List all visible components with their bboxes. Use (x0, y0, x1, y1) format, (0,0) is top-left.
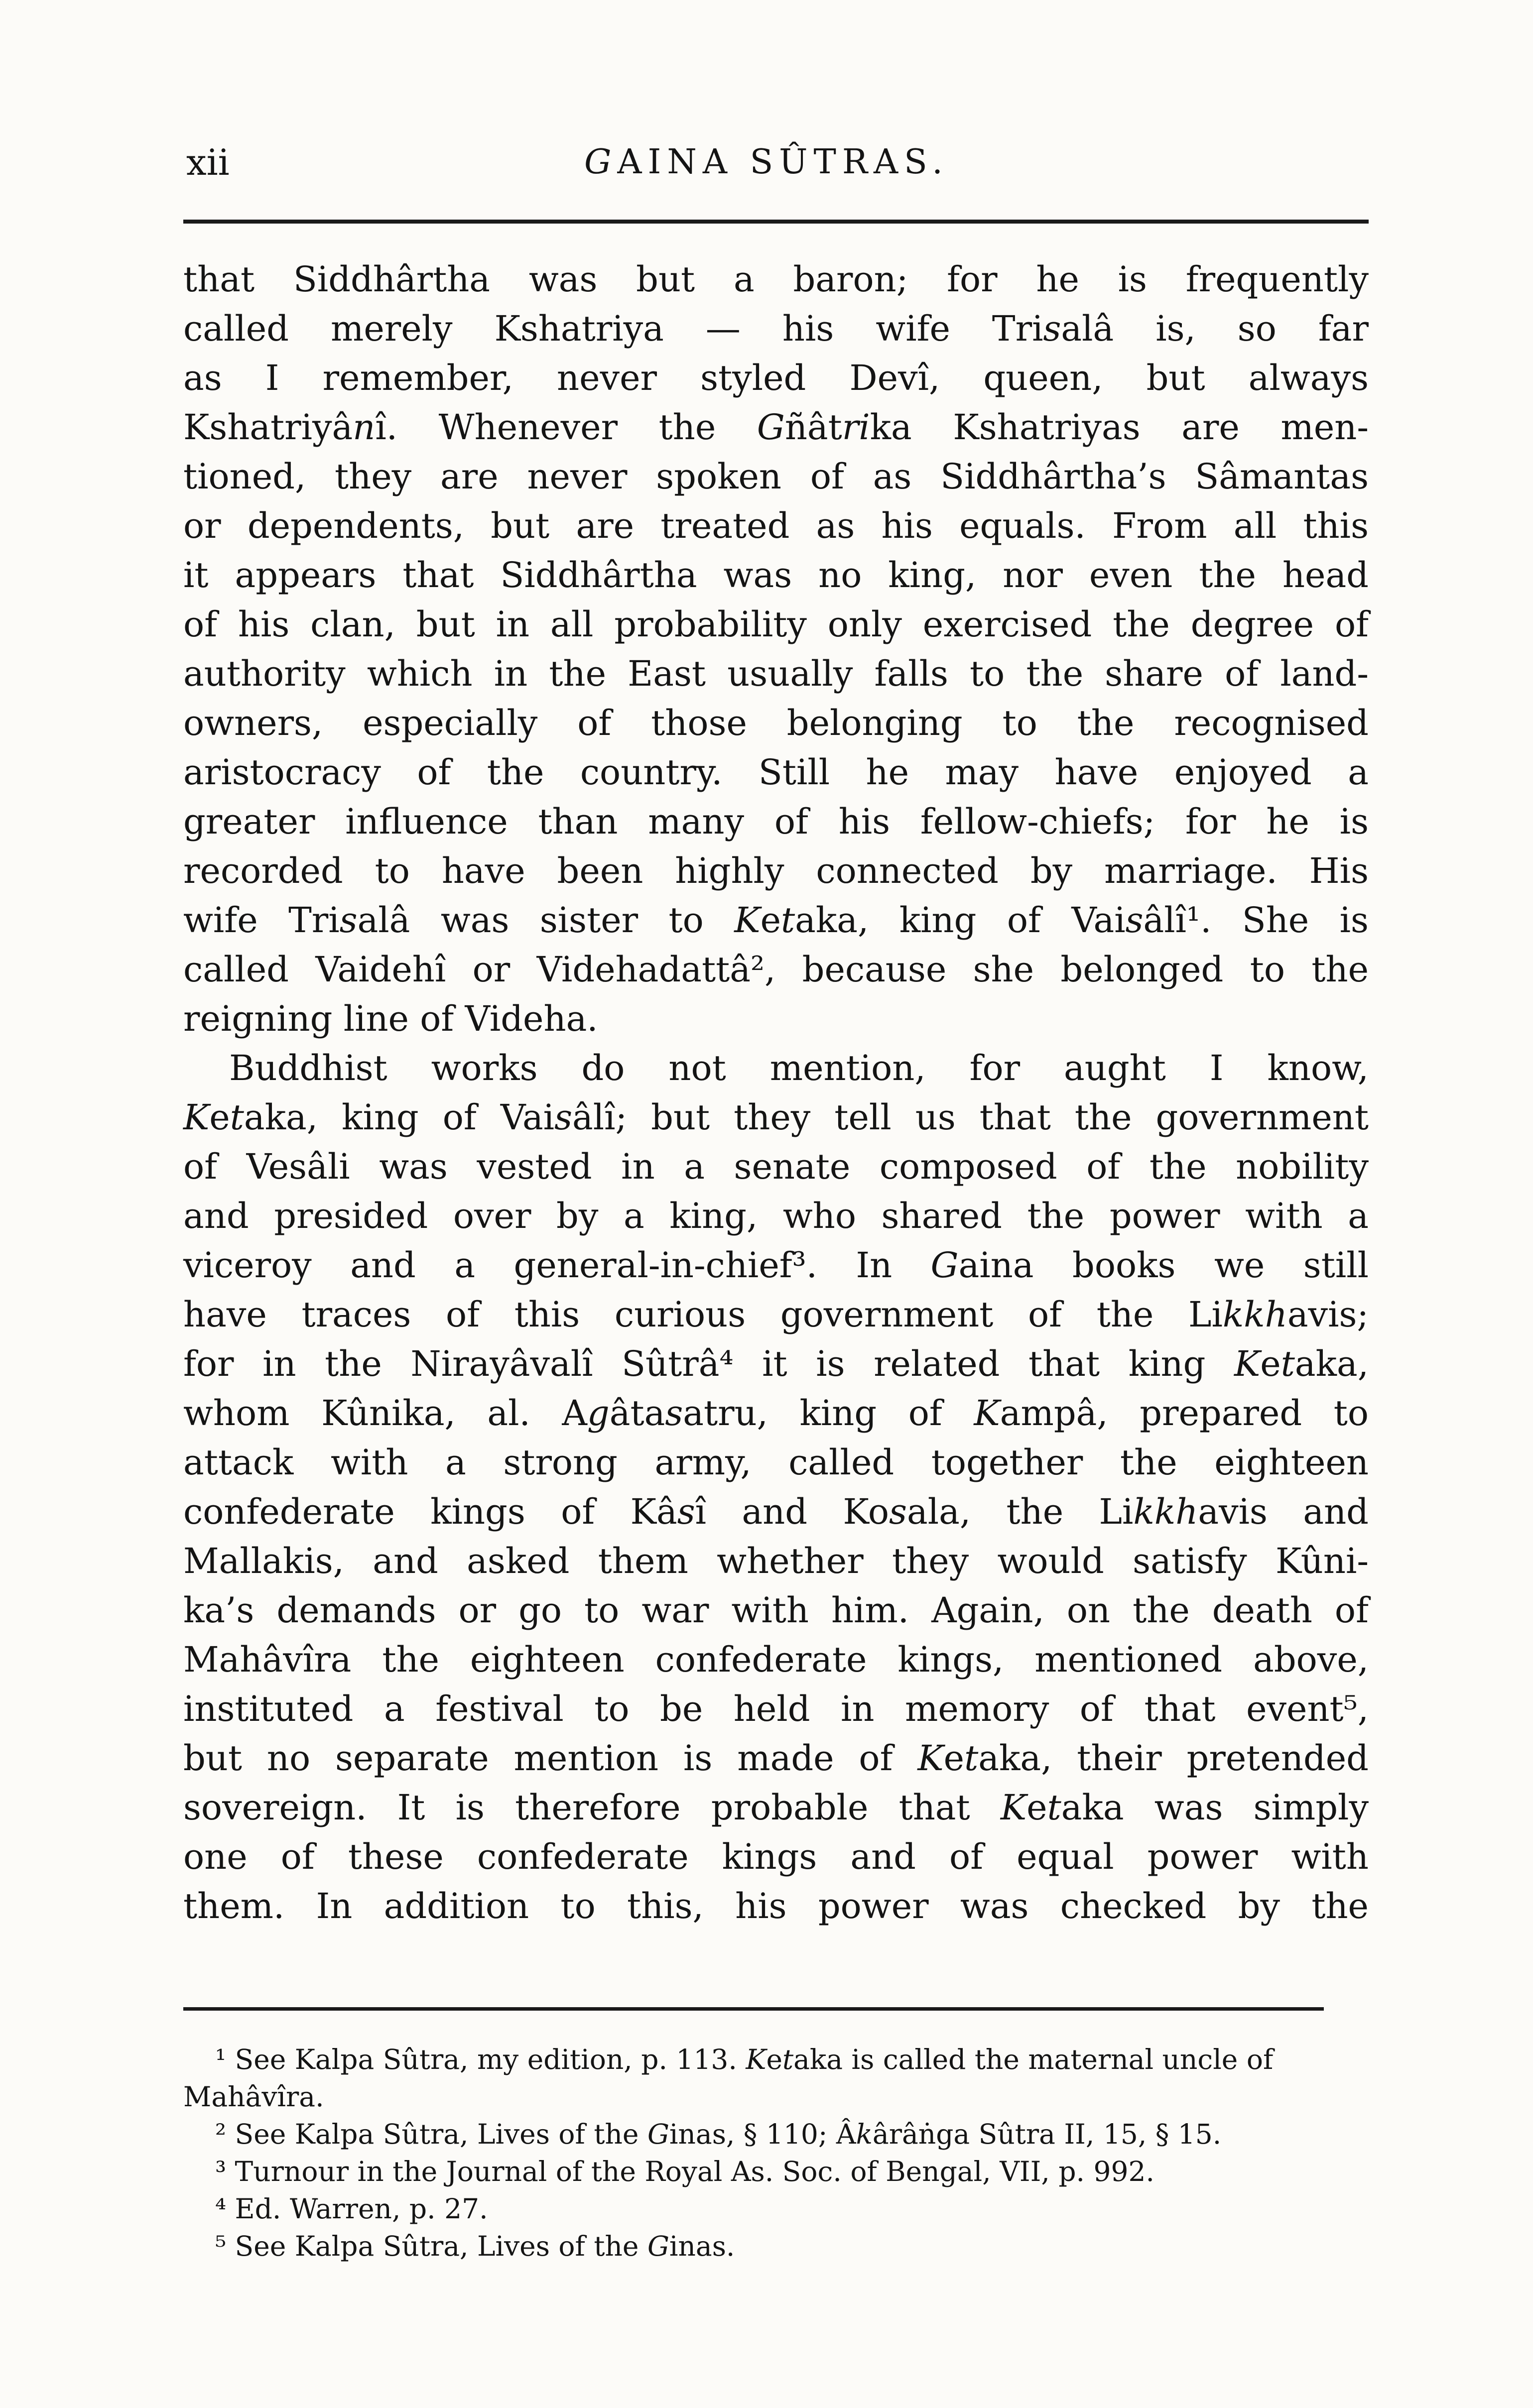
text-line: owners, especially of those belonging to the recognised (183, 703, 1369, 743)
text-line: have traces of this curious government of the Likkhavis; (183, 1294, 1369, 1335)
text-line: aristocracy of the country. Still he may have enjoyed a (183, 752, 1369, 793)
page-number: xii (186, 141, 230, 183)
footnote-line: ² See Kalpa Sûtra, Lives of the Ginas, § 110; Âkârâṅga Sûtra II, 15, § 15. (215, 2118, 1222, 2150)
text-line: for in the Nirayâvalî Sûtrâ⁴ it is related that king Ketaka, (183, 1343, 1369, 1384)
paragraph (183, 1044, 1369, 1931)
text-line: or dependents, but are treated as his equals. From all this (183, 505, 1369, 546)
text-line: Mallakis, and asked them whether they would satisfy Kûni- (183, 1541, 1369, 1581)
text-line: them. In addition to this, his power was checked by the (183, 1886, 1369, 1926)
footnote-line: ⁵ See Kalpa Sûtra, Lives of the Ginas. (215, 2230, 735, 2262)
footnote-line: ⁴ Ed. Warren, p. 27. (215, 2193, 488, 2225)
text-line: one of these confederate kings and of equal power with (183, 1836, 1369, 1877)
footnote-line: Mahâvîra. (183, 2081, 324, 2113)
text-line: ka’s demands or go to war with him. Again, on the death of (183, 1590, 1369, 1631)
text-line: it appears that Siddhârtha was no king, nor even the head (183, 555, 1369, 596)
text-line: whom Kûnika, al. Agâtasatru, king of Kampâ, prepared to (183, 1393, 1369, 1434)
paragraph (183, 255, 1369, 1044)
text-line: Mahâvîra the eighteen confederate kings, mentioned above, (183, 1639, 1369, 1680)
text-line: called merely Kshatriya — his wife Trisalâ is, so far (183, 308, 1369, 349)
text-line: authority which in the East usually falls to the share of land- (183, 653, 1369, 694)
text-line: confederate kings of Kâsî and Kosala, the Likkhavis and (183, 1491, 1369, 1532)
text-line: instituted a festival to be held in memory of that event⁵, (183, 1688, 1369, 1729)
text-line: as I remember, never styled Devî, queen, but always (183, 358, 1369, 398)
running-title: GAINA SÛTRAS. (584, 142, 949, 182)
text-line: recorded to have been highly connected by marriage. His (183, 850, 1369, 891)
text-line: Ketaka, king of Vaisâlî; but they tell us that the government (183, 1097, 1369, 1138)
body-text (183, 255, 1369, 1931)
text-line: and presided over by a king, who shared the power with a (183, 1196, 1369, 1236)
text-line: sovereign. It is therefore probable that Ketaka was simply (183, 1787, 1369, 1828)
text-line: reigning line of Videha. (183, 998, 598, 1039)
text-line: attack with a strong army, called together the eighteen (183, 1442, 1369, 1483)
text-line: of his clan, but in all probability only exercised the degree of (183, 604, 1369, 645)
footnote-line: ³ Turnour in the Journal of the Royal As. Soc. of Bengal, VII, p. 992. (215, 2156, 1154, 2187)
text-line: Kshatriyânî. Whenever the Gñâtrika Kshatriyas are men- (183, 407, 1369, 448)
header-rule (183, 220, 1369, 224)
footnote-rule (183, 2007, 1324, 2011)
text-line: that Siddhârtha was but a baron; for he is frequently (183, 259, 1369, 300)
text-line: called Vaidehî or Videhadattâ², because she belonged to the (183, 949, 1369, 990)
footnote-line: ¹ See Kalpa Sûtra, my edition, p. 113. Ketaka is called the maternal uncle of (215, 2044, 1274, 2075)
text-line: greater influence than many of his fellow-chiefs; for he is (183, 801, 1369, 842)
text-line: of Vesâli was vested in a senate composed of the nobility (183, 1146, 1369, 1187)
text-line: viceroy and a general-in-chief³. In Gaina books we still (183, 1245, 1369, 1286)
text-line: but no separate mention is made of Ketaka, their pretended (183, 1738, 1369, 1779)
text-line: Buddhist works do not mention, for aught I know, (229, 1048, 1369, 1088)
footnotes (183, 2041, 1369, 2265)
text-line: tioned, they are never spoken of as Siddhârtha’s Sâmantas (183, 456, 1369, 497)
text-line: wife Trisalâ was sister to Ketaka, king of Vaisâlî¹. She is (183, 900, 1369, 941)
